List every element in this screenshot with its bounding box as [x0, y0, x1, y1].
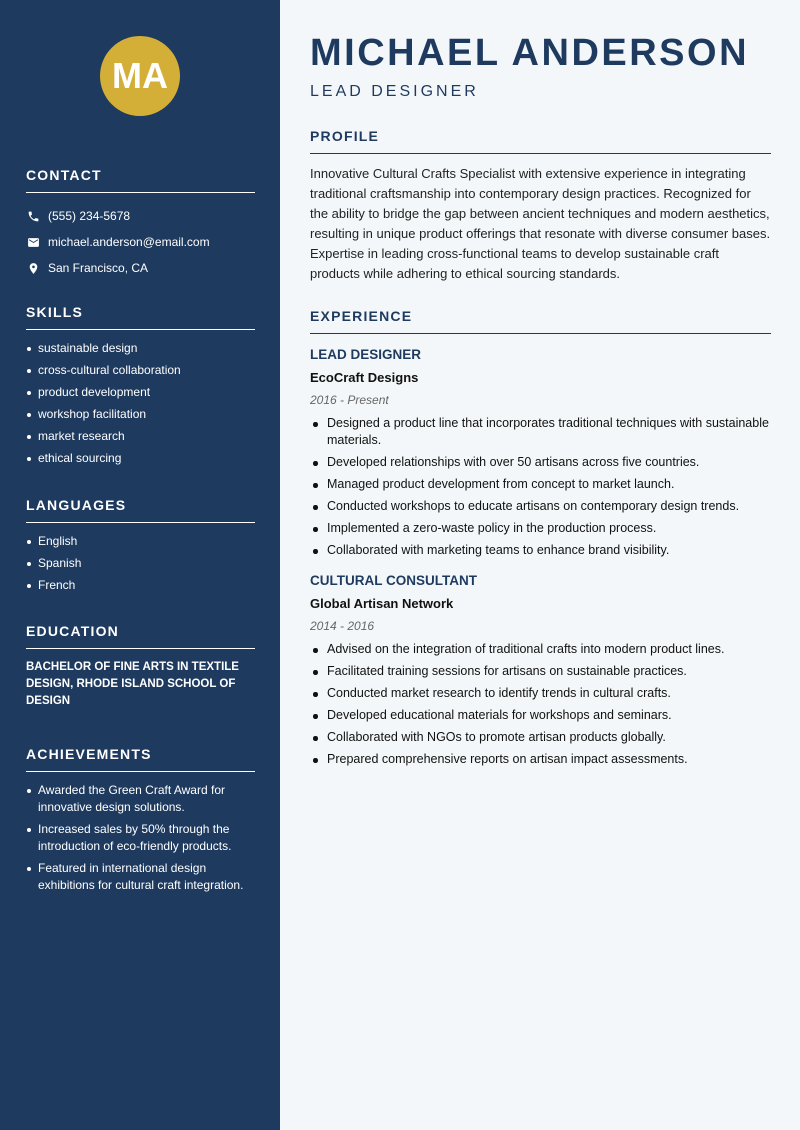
- education-heading: EDUCATION: [26, 623, 255, 649]
- profile-text: Innovative Cultural Crafts Specialist with extensive experience in integrating traditional craftsmanship into contemporary design practices. Recognized for the ability to bridge the gap between ancient techniques and modern aesthetics, resulting in unique product offerings that resonate with diverse consumer bases. Expertise in leading cross-functional teams to develop sustainable craft products while adhering to ethical sourcing standards.: [310, 166, 771, 281]
- job-title: LEAD DESIGNER: [310, 347, 422, 362]
- job-bullet: Managed product development from concept to market launch.: [310, 476, 771, 493]
- job-bullet: Conducted workshops to educate artisans on contemporary design trends.: [310, 498, 771, 515]
- language-item: French: [26, 577, 255, 594]
- job-entry: [310, 573, 771, 768]
- experience-heading: EXPERIENCE: [310, 308, 771, 334]
- job-bullet: Developed relationships with over 50 artisans across five countries.: [310, 454, 771, 471]
- language-item: English: [26, 533, 255, 550]
- job-entry: [310, 347, 771, 559]
- education-degree: BACHELOR OF FINE ARTS IN TEXTILE DESIGN, RHODE ISLAND SCHOOL OF DESIGN: [26, 661, 239, 707]
- job-bullet: Developed educational materials for workshops and seminars.: [310, 707, 771, 724]
- skills-section: [26, 304, 255, 472]
- candidate-role: LEAD DESIGNER: [310, 83, 479, 100]
- contact-location: [26, 255, 255, 281]
- job-dates: 2014 - 2016: [310, 619, 375, 633]
- contact-email: [26, 229, 255, 255]
- job-bullet: Collaborated with marketing teams to enhance brand visibility.: [310, 542, 771, 559]
- languages-list: [26, 533, 255, 594]
- languages-section: [26, 497, 255, 599]
- job-bullet: Implemented a zero-waste policy in the production process.: [310, 520, 771, 537]
- skills-heading: SKILLS: [26, 304, 255, 330]
- sidebar: [0, 0, 280, 1130]
- job-dates: 2016 - Present: [310, 393, 389, 407]
- location-icon: [26, 261, 40, 275]
- contact-email-text: michael.anderson@email.com: [48, 235, 210, 249]
- job-bullets: [310, 641, 771, 768]
- skills-list: [26, 340, 255, 467]
- achievements-heading: ACHIEVEMENTS: [26, 746, 255, 772]
- achievement-item: Featured in international design exhibitions for cultural craft integration.: [26, 860, 255, 894]
- profile-heading: PROFILE: [310, 128, 771, 154]
- job-bullet: Prepared comprehensive reports on artisan impact assessments.: [310, 751, 771, 768]
- job-bullet: Collaborated with NGOs to promote artisan products globally.: [310, 729, 771, 746]
- achievement-item: Increased sales by 50% through the introduction of eco-friendly products.: [26, 821, 255, 855]
- job-bullet: Advised on the integration of traditional crafts into modern product lines.: [310, 641, 771, 658]
- achievements-section: [26, 746, 255, 899]
- contact-phone: [26, 203, 255, 229]
- achievements-list: [26, 782, 255, 894]
- languages-heading: LANGUAGES: [26, 497, 255, 523]
- contact-section: [26, 167, 255, 281]
- contact-heading: CONTACT: [26, 167, 255, 193]
- phone-icon: [26, 209, 40, 223]
- contact-location-text: San Francisco, CA: [48, 261, 149, 275]
- skill-item: product development: [26, 384, 255, 401]
- skill-item: sustainable design: [26, 340, 255, 357]
- profile-section: [310, 128, 771, 284]
- skill-item: ethical sourcing: [26, 450, 255, 467]
- candidate-name: MICHAEL ANDERSON: [310, 32, 750, 74]
- job-bullet: Designed a product line that incorporates traditional techniques with sustainable materials.: [310, 415, 771, 449]
- job-company: Global Artisan Network: [310, 596, 454, 611]
- email-icon: [26, 235, 40, 249]
- skill-item: workshop facilitation: [26, 406, 255, 423]
- skill-item: cross-cultural collaboration: [26, 362, 255, 379]
- job-bullets: [310, 415, 771, 559]
- job-bullet: Facilitated training sessions for artisans on sustainable practices.: [310, 663, 771, 680]
- skill-item: market research: [26, 428, 255, 445]
- avatar: MA: [100, 36, 180, 116]
- contact-phone-text: (555) 234-5678: [48, 209, 131, 223]
- education-section: [26, 623, 255, 710]
- experience-section: [310, 308, 771, 773]
- job-title: CULTURAL CONSULTANT: [310, 573, 477, 588]
- achievement-item: Awarded the Green Craft Award for innovative design solutions.: [26, 782, 255, 816]
- language-item: Spanish: [26, 555, 255, 572]
- job-bullet: Conducted market research to identify trends in cultural crafts.: [310, 685, 771, 702]
- job-company: EcoCraft Designs: [310, 370, 419, 385]
